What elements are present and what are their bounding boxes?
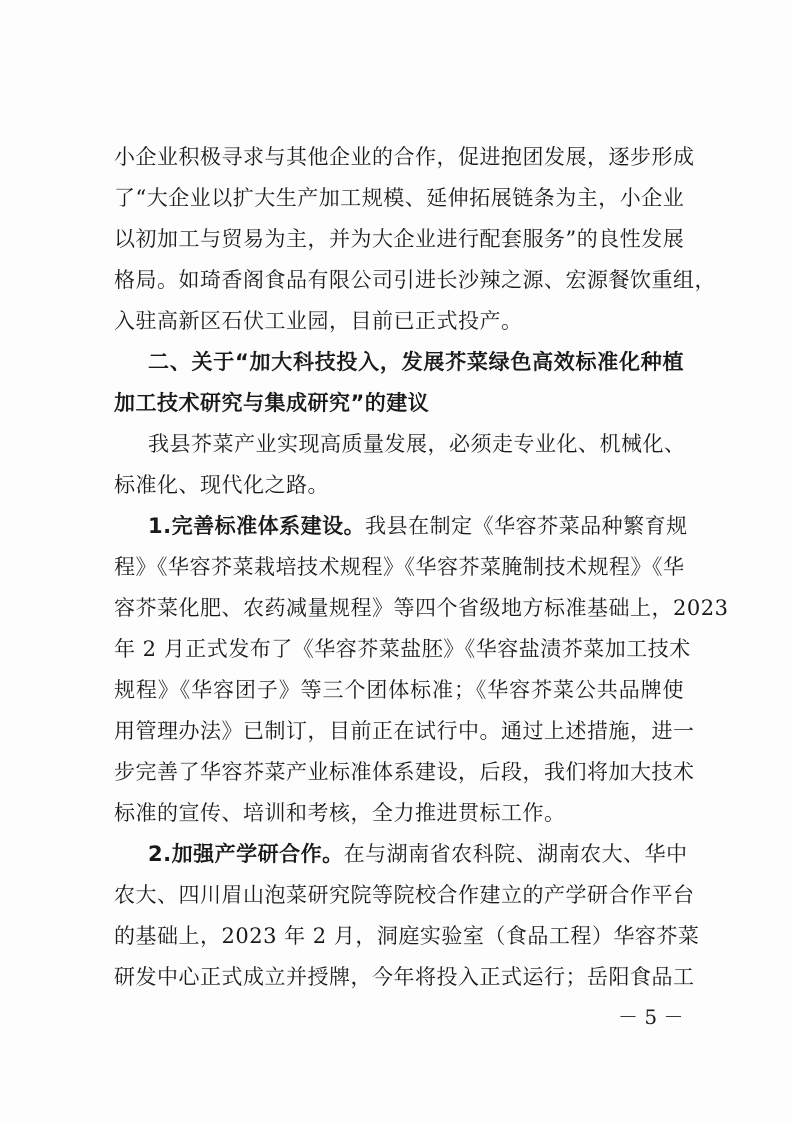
paragraph-line: 标准的宣传、培训和考核，全力推进贯标工作。 [114,801,566,825]
list-item-text: 在与湖南省农科院、湖南农大、华中 [343,842,688,866]
list-item-heading: 完善标准体系建设。 [171,514,366,538]
page-number: － 5 － [618,1005,684,1029]
paragraph-line: 我县芥菜产业实现高质量发展，必须走专业化、机械化、 [148,432,686,456]
paragraph-line: 以初加工与贸易为主，并为大企业进行配套服务”的良性发展 [114,227,685,251]
list-item-heading-line [148,840,688,868]
paragraph-line: 标准化、现代化之路。 [114,473,329,497]
paragraph-line: 入驻高新区石伏工业园，目前已正式投产。 [114,309,523,333]
paragraph-line: 规程》《华容团子》等三个团体标准；《华容芥菜公共品牌使 [114,678,684,702]
paragraph-line: 步完善了华容芥菜产业标准体系建设，后段，我们将加大技术 [114,760,695,784]
paragraph-line: 研发中心正式成立并授牌，今年将投入正式运行；岳阳食品工 [114,965,695,989]
paragraph-line: 了“大企业以扩大生产加工规模、延伸拓展链条为主，小企业 [114,186,685,210]
list-item-heading-line [148,512,688,540]
list-item-text: 我县在制定《华容芥菜品种繁育规 [365,514,688,538]
list-item-number: 2. [148,842,172,866]
paragraph-line: 容芥菜化肥、农药减量规程》等四个省级地方标准基础上，2023 [114,596,729,620]
paragraph-line: 格局。如琦香阁食品有限公司引进长沙辣之源、宏源餐饮重组， [114,268,716,292]
paragraph-line: 用管理办法》已制订，目前正在试行中。通过上述措施，进一 [114,719,695,743]
paragraph-line: 年 2 月正式发布了《华容芥菜盐胚》《华容盐渍芥菜加工技术 [114,637,691,661]
paragraph-line: 小企业积极寻求与其他企业的合作，促进抱团发展，逐步形成 [114,145,695,169]
paragraph-line: 农大、四川眉山泡菜研究院等院校合作建立的产学研合作平台 [114,883,695,907]
list-item-number: 1. [148,514,172,538]
paragraph-line: 的基础上，2023 年 2 月，洞庭实验室（食品工程）华容芥菜 [114,924,700,948]
section-heading: 二、关于“加大科技投入，发展芥菜绿色高效标准化种植 [148,350,684,374]
list-item-heading: 加强产学研合作。 [171,842,344,866]
paragraph-line: 程》《华容芥菜栽培技术规程》《华容芥菜腌制技术规程》《华 [114,555,685,579]
section-heading: 加工技术研究与集成研究”的建议 [114,391,430,415]
